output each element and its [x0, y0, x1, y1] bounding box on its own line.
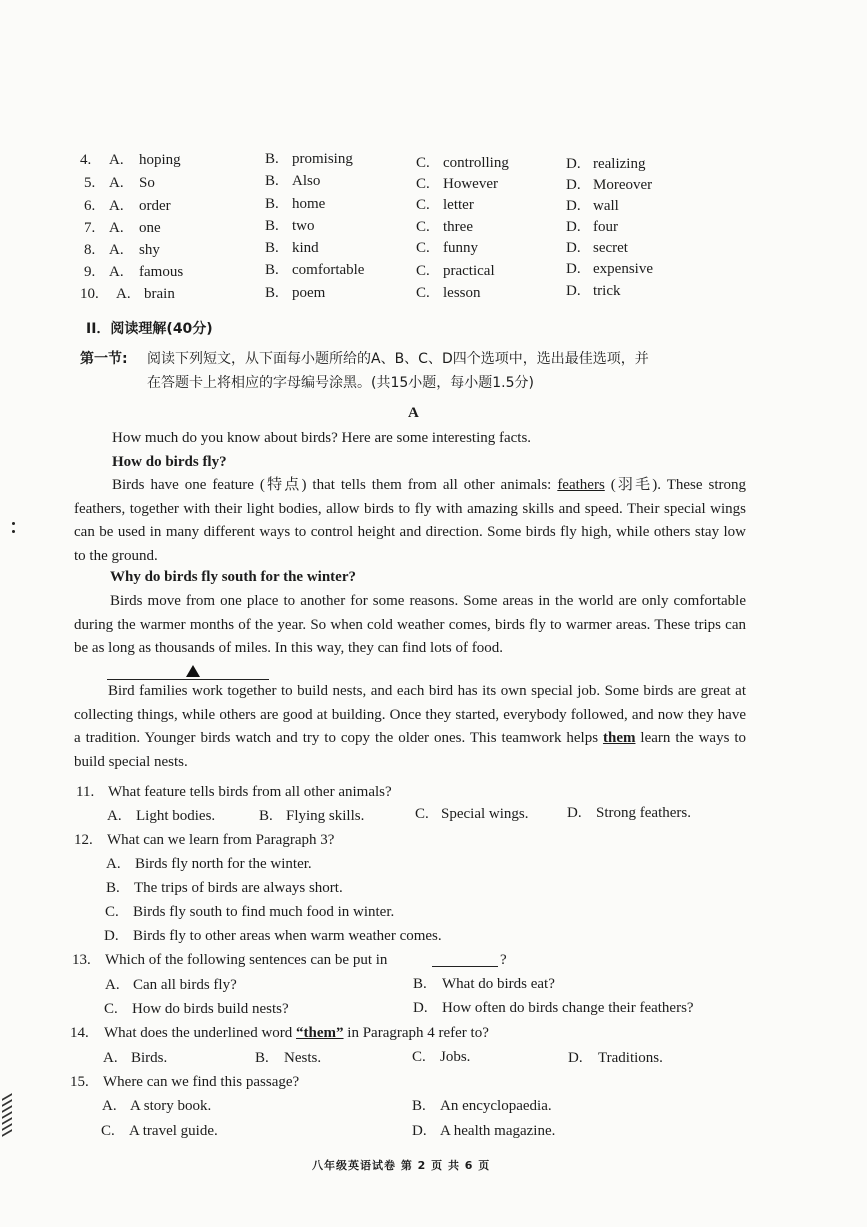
option-a: one [139, 220, 161, 236]
option-letter: C. [416, 285, 430, 301]
option-letter: B. [265, 151, 279, 167]
paragraph-2: Birds move from one place to another for some reasons. Some areas in the world are only comfortable during the warmer months of the year. So when cold weather comes, birds fly to warmer areas. These trips can be as long as thousands of miles. In this way, they can find lots of food. [74, 593, 746, 656]
option-letter: A. [107, 808, 122, 824]
question-stem: Which of the following sentences can be put in [105, 952, 388, 968]
option-a: A story book. [130, 1098, 212, 1114]
option-a: Can all birds fly? [133, 977, 237, 993]
passage-letter: A [408, 405, 419, 421]
option-letter: D. [566, 219, 581, 235]
option-letter: B. [413, 976, 427, 992]
option-a: hoping [139, 152, 181, 168]
paragraph-1-text-end: (羽毛). These strong feathers, together with their light bodies, allow birds to fly with amazing skills and speed. Their special wings can be used in many different ways to control height and direction. Some birds fly high, while others stay low to the ground. [74, 477, 746, 564]
option-c: Birds fly south to find much food in winter. [133, 904, 395, 920]
option-a: Birds. [131, 1050, 168, 1066]
question-stem: What feature tells birds from all other animals? [108, 784, 392, 800]
option-letter: D. [566, 261, 581, 277]
question-stem: What can we learn from Paragraph 3? [107, 832, 335, 848]
option-d: A health magazine. [440, 1123, 556, 1139]
option-letter: D. [566, 283, 581, 299]
option-letter: A. [109, 220, 124, 236]
option-letter: C. [415, 806, 429, 822]
question-number: 6. [84, 198, 96, 214]
option-letter: A. [109, 152, 124, 168]
option-letter: A. [105, 977, 120, 993]
option-c: How do birds build nests? [132, 1001, 289, 1017]
option-letter: C. [412, 1049, 426, 1065]
question-stem [104, 1025, 489, 1042]
option-d: Birds fly to other areas when warm weather comes. [133, 928, 442, 944]
paragraph-1-text: Birds have one feature (特点) that tells them from all other animals: [112, 477, 558, 493]
option-b: comfortable [292, 262, 365, 278]
option-letter: C. [101, 1123, 115, 1139]
option-b: home [292, 196, 326, 212]
option-d: expensive [593, 261, 653, 277]
question-number: 15. [70, 1074, 89, 1090]
paragraph-4 [74, 680, 746, 774]
instructions-line-2: 在答题卡上将相应的字母编号涂黑。(共15小题，每小题1.5分) [147, 375, 535, 391]
option-letter: B. [265, 218, 279, 234]
option-b: poem [292, 285, 326, 301]
hatch-mark [2, 1129, 12, 1137]
question-number: 12. [74, 832, 93, 848]
option-letter: D. [566, 198, 581, 214]
question-stem-end: in Paragraph 4 refer to? [343, 1025, 489, 1041]
option-b: Flying skills. [286, 808, 365, 824]
option-d: four [593, 219, 618, 235]
option-letter: C. [416, 219, 430, 235]
option-a: So [139, 175, 155, 191]
option-letter: A. [109, 198, 124, 214]
option-b: Also [292, 173, 321, 189]
option-letter: B. [265, 240, 279, 256]
option-c: Jobs. [440, 1049, 471, 1065]
page-footer: 八年级英语试卷 第 2 页 共 6 页 [312, 1159, 491, 1172]
option-letter: A. [116, 286, 131, 302]
option-letter: C. [416, 263, 430, 279]
option-b: Nests. [284, 1050, 322, 1066]
option-letter: B. [412, 1098, 426, 1114]
option-letter: A. [109, 242, 124, 258]
option-letter: A. [103, 1050, 118, 1066]
option-b: kind [292, 240, 319, 256]
option-d: trick [593, 283, 621, 299]
passage-intro: How much do you know about birds? Here are some interesting facts. [112, 430, 532, 446]
paragraph-4-text-end: learn the ways to build special nests. [74, 730, 746, 770]
paragraph-4-text: Bird families work together to build nests, and each bird has its own special job. Some birds are great at collecting things, while others are good at building. Once they started, everybody followed, and now they have a tradition. Younger birds watch and try to copy the older ones. This teamwork helps [74, 683, 746, 746]
option-letter: B. [265, 173, 279, 189]
option-letter: D. [413, 1000, 428, 1016]
option-letter: B. [106, 880, 120, 896]
answer-blank [432, 966, 498, 967]
option-a: order [139, 198, 171, 214]
option-letter: D. [566, 177, 581, 193]
option-d: secret [593, 240, 628, 256]
question-number: 4. [80, 152, 92, 168]
heading-why-south: Why do birds fly south for the winter? [110, 569, 356, 585]
option-letter: B. [265, 262, 279, 278]
option-letter: D. [566, 156, 581, 172]
option-letter: D. [412, 1123, 427, 1139]
question-number: 11. [76, 784, 95, 800]
option-letter: D. [104, 928, 119, 944]
option-c: A travel guide. [129, 1123, 218, 1139]
them-underlined: them [602, 730, 636, 746]
option-b: An encyclopaedia. [440, 1098, 552, 1114]
option-letter: C. [416, 197, 430, 213]
option-a: shy [139, 242, 160, 258]
option-letter: D. [567, 805, 582, 821]
option-a: Light bodies. [136, 808, 216, 824]
option-d: Moreover [593, 177, 653, 193]
option-d: Traditions. [598, 1050, 663, 1066]
them-word: “them” [296, 1025, 344, 1041]
dot-mark [12, 530, 15, 533]
option-letter: D. [566, 240, 581, 256]
instructions-label: 第一节: [80, 351, 128, 367]
option-d: wall [593, 198, 619, 214]
option-c: controlling [443, 155, 509, 171]
option-letter: C. [105, 904, 119, 920]
question-number: 5. [84, 175, 96, 191]
option-d: How often do birds change their feathers? [442, 1000, 694, 1016]
option-a: famous [139, 264, 184, 280]
option-letter: C. [416, 176, 430, 192]
option-letter: D. [568, 1050, 583, 1066]
feathers-underlined: feathers [557, 477, 605, 493]
option-c: three [443, 219, 473, 235]
option-b: two [292, 218, 315, 234]
option-b: The trips of birds are always short. [134, 880, 343, 896]
instructions-line-1: 阅读下列短文，从下面每小题所给的A、B、C、D四个选项中，选出最佳选项，并 [147, 351, 649, 367]
option-b: What do birds eat? [442, 976, 555, 992]
option-a: Birds fly north for the winter. [135, 856, 312, 872]
question-end: ? [500, 952, 507, 968]
question-number: 13. [72, 952, 91, 968]
question-stem-start: What does the underlined word [104, 1025, 297, 1041]
question-number: 14. [70, 1025, 89, 1041]
option-a: brain [144, 286, 175, 302]
question-number: 10. [80, 286, 99, 302]
question-number: 9. [84, 264, 96, 280]
option-letter: A. [109, 175, 124, 191]
option-letter: A. [102, 1098, 117, 1114]
heading-how-fly: How do birds fly? [112, 454, 227, 470]
option-letter: A. [109, 264, 124, 280]
option-letter: B. [265, 285, 279, 301]
option-c: lesson [443, 285, 481, 301]
option-letter: B. [259, 808, 273, 824]
question-stem: Where can we find this passage? [103, 1074, 300, 1090]
option-c: However [443, 176, 498, 192]
option-letter: B. [265, 196, 279, 212]
question-number: 8. [84, 242, 96, 258]
paragraph-1 [74, 474, 746, 568]
option-letter: A. [106, 856, 121, 872]
option-b: promising [292, 151, 353, 167]
option-letter: C. [416, 155, 430, 171]
option-c: letter [443, 197, 474, 213]
triangle-icon [186, 665, 200, 677]
option-d: Strong feathers. [596, 805, 691, 821]
question-number: 7. [84, 220, 96, 236]
option-c: practical [443, 263, 495, 279]
option-c: funny [443, 240, 478, 256]
section-title: II．阅读理解(40分) [86, 321, 213, 337]
option-letter: B. [255, 1050, 269, 1066]
option-d: realizing [593, 156, 646, 172]
option-letter: C. [104, 1001, 118, 1017]
option-c: Special wings. [441, 806, 529, 822]
dot-mark [12, 522, 15, 525]
option-letter: C. [416, 240, 430, 256]
